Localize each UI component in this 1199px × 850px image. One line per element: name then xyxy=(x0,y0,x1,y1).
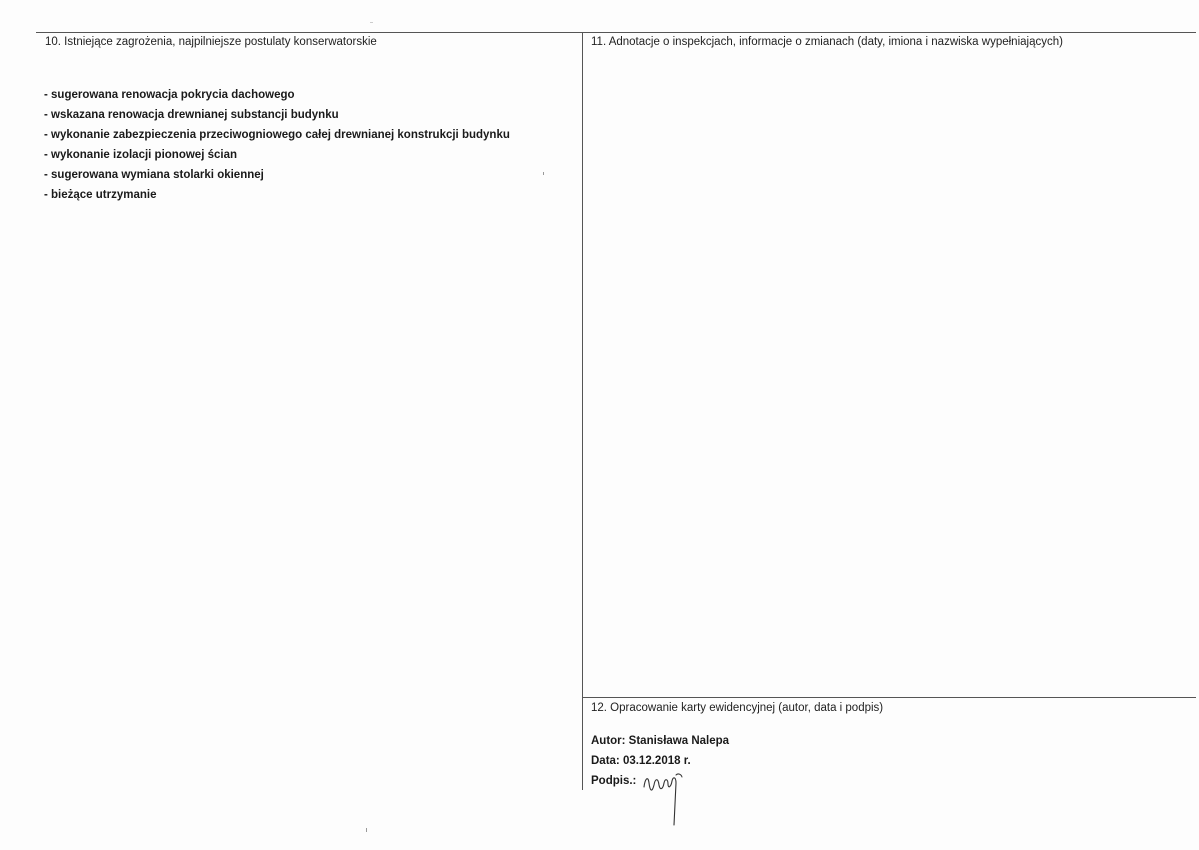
top-border-line xyxy=(36,32,1196,33)
scan-speck xyxy=(366,828,367,832)
section-10-title: 10. Istniejące zagrożenia, najpilniejsze postulaty konserwatorskie xyxy=(45,36,377,48)
list-item: - sugerowana wymiana stolarki okiennej xyxy=(44,169,264,181)
list-item: - wykonanie zabezpieczenia przeciwogniowego całej drewnianej konstrukcji budynku xyxy=(44,129,510,141)
signature-row xyxy=(591,771,729,835)
conservation-postulates-list xyxy=(44,85,510,205)
list-item: - wskazana renowacja drewnianej substancji budynku xyxy=(44,109,339,121)
column-divider xyxy=(582,32,583,790)
signature-label: Podpis.: xyxy=(591,775,637,787)
section-11-title: 11. Adnotacje o inspekcjach, informacje o zmianach (daty, imiona i nazwiska wypełniających) xyxy=(591,36,1063,48)
card-date: Data: 03.12.2018 r. xyxy=(591,755,691,767)
list-item: - sugerowana renowacja pokrycia dachowego xyxy=(44,89,295,101)
section-12-border xyxy=(582,697,1196,698)
scan-speck xyxy=(370,22,373,23)
list-item: - bieżące utrzymanie xyxy=(44,189,157,201)
scan-speck xyxy=(543,172,544,175)
author-block xyxy=(591,731,729,835)
list-item: - wykonanie izolacji pionowej ścian xyxy=(44,149,237,161)
handwritten-signature xyxy=(640,765,690,835)
section-12-title: 12. Opracowanie karty ewidencyjnej (autor, data i podpis) xyxy=(591,702,884,714)
author-name: Autor: Stanisława Nalepa xyxy=(591,735,730,747)
